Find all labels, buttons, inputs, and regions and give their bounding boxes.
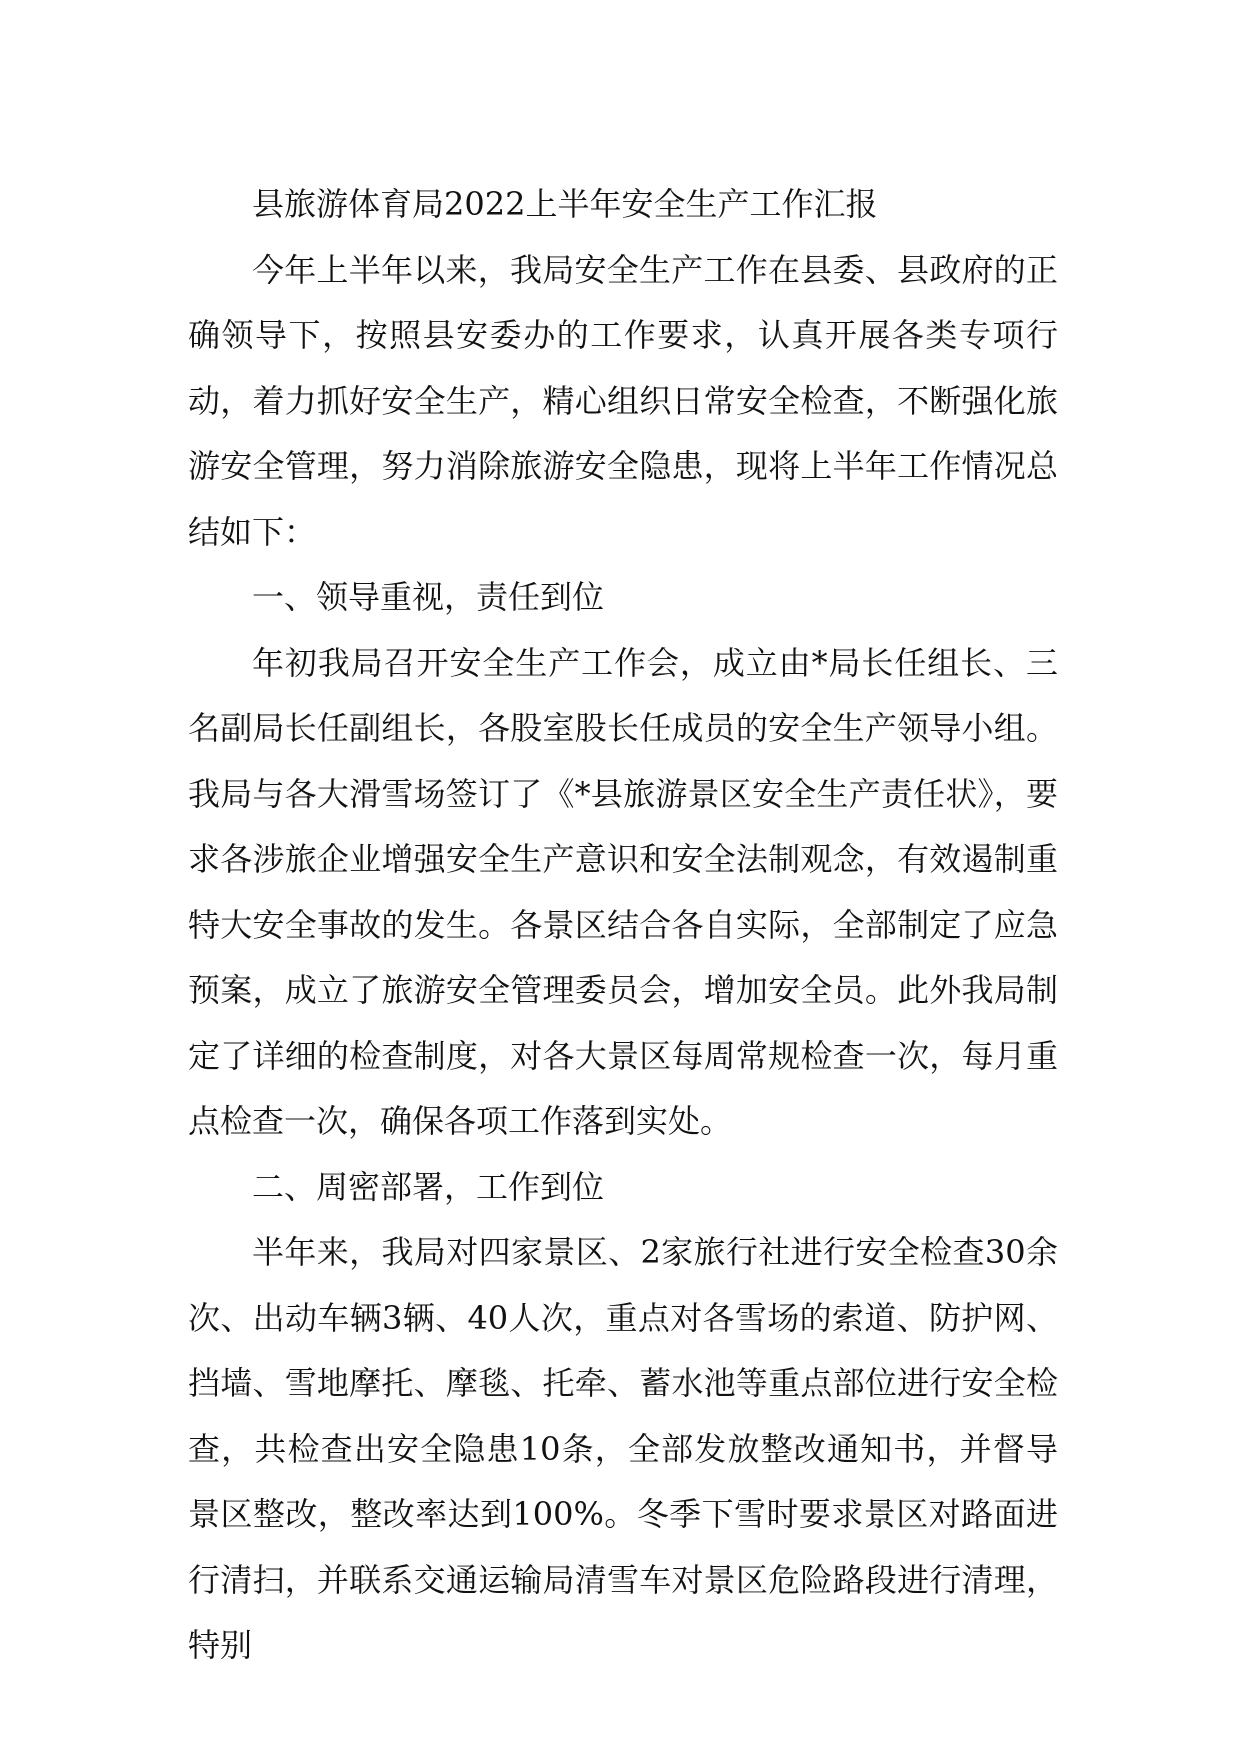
document-title: 县旅游体育局2022上半年安全生产工作汇报	[252, 185, 878, 223]
section-heading-1: 一、领导重视，责任到位	[252, 578, 605, 616]
intro-paragraph: 今年上半年以来，我局安全生产工作在县委、县政府的正确领导下，按照县安委办的工作要求，认真开展各类专项行动，着力抓好安全生产，精心组织日常安全检查，不断强化旅游安全管理，努力消除旅游安全隐患，现将上半年工作情况总结如下：	[188, 250, 1058, 551]
section-2-paragraph: 半年来，我局对四家景区、2家旅行社进行安全检查30余次、出动车辆3辆、40人次，重点对各雪场的索道、防护网、挡墙、雪地摩托、摩毯、托牵、蓄水池等重点部位进行安全检查，共检查出安全隐患10条，全部发放整改通知书，并督导景区整改，整改率达到100%。冬季下雪时要求景区对路面进行清扫，并联系交通运输局清雪车对景区危险路段进行清理，特别	[188, 1233, 1058, 1664]
section-1-paragraph: 年初我局召开安全生产工作会，成立由*局长任组长、三名副局长任副组长，各股室股长任成员的安全生产领导小组。我局与各大滑雪场签订了《*县旅游景区安全生产责任状》，要求各涉旅企业增强安全生产意识和安全法制观念，有效遏制重特大安全事故的发生。各景区结合各自实际，全部制定了应急预案，成立了旅游安全管理委员会，增加安全员。此外我局制定了详细的检查制度，对各大景区每周常规检查一次，每月重点检查一次，确保各项工作落到实处。	[188, 643, 1058, 1140]
document-body	[188, 172, 1058, 1679]
section-heading-2: 二、周密部署，工作到位	[252, 1167, 605, 1206]
